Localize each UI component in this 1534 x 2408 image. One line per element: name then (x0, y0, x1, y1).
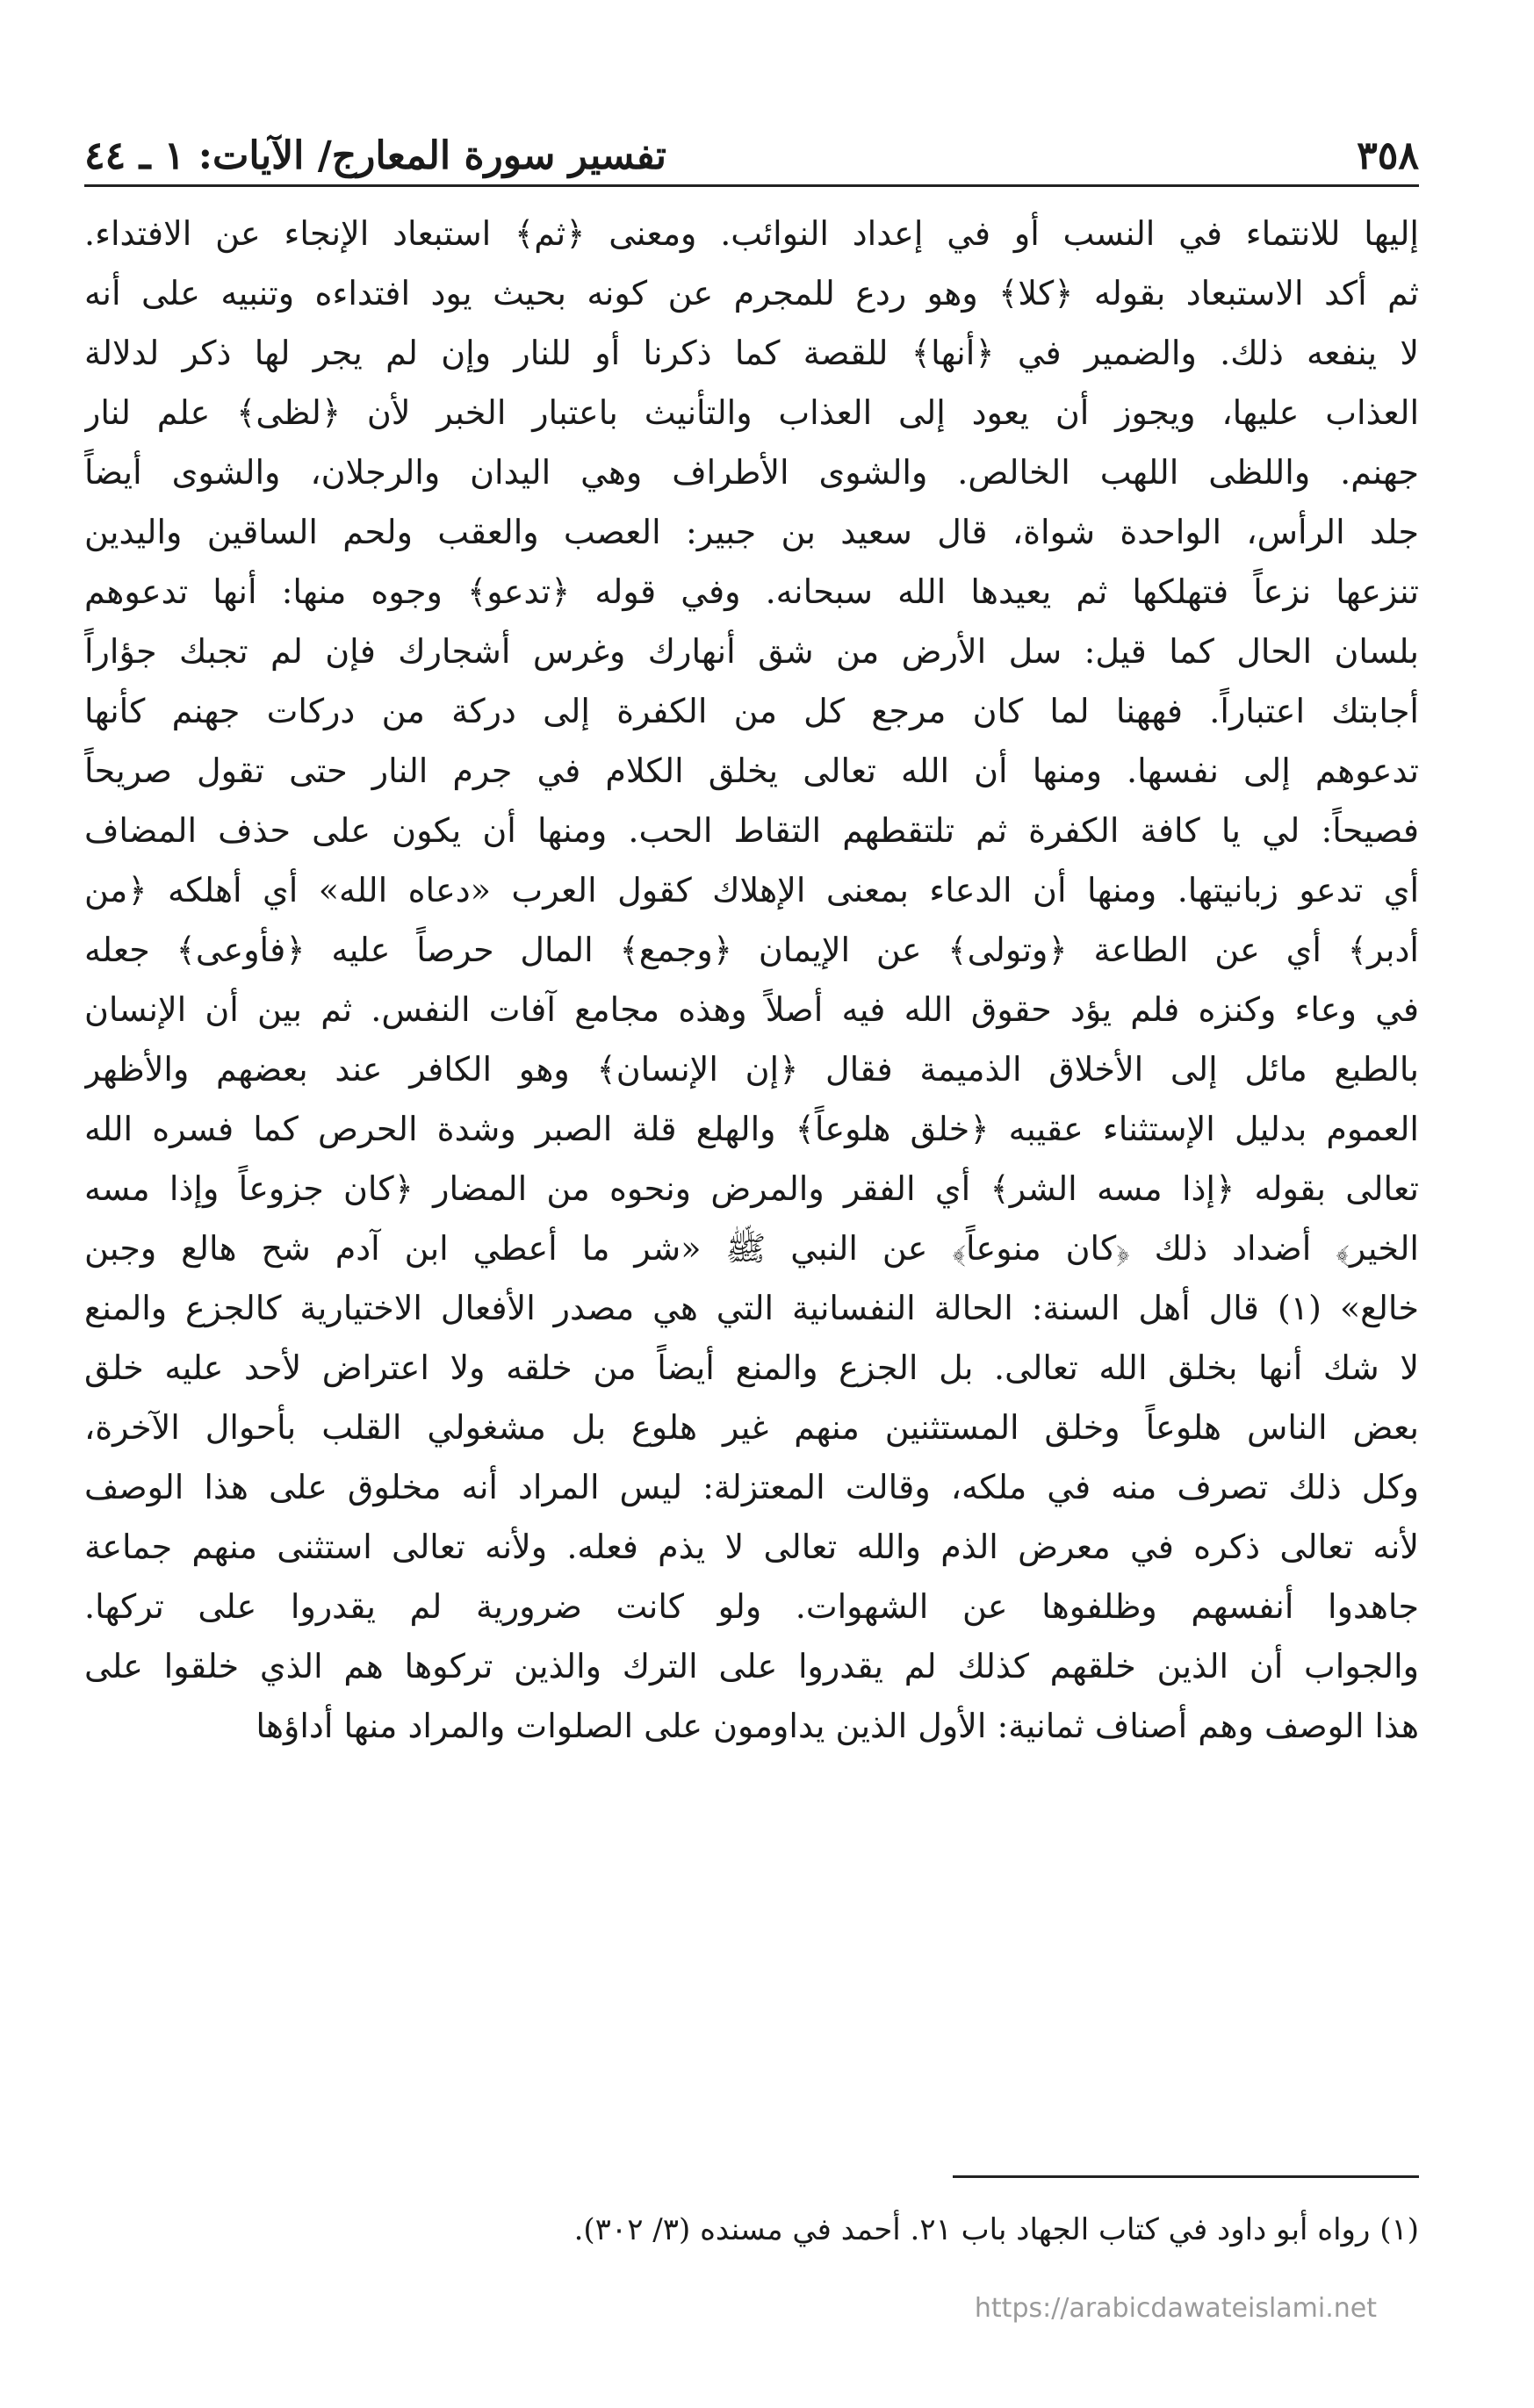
watermark-url: https://arabicdawateislami.net (974, 2293, 1377, 2324)
body-text (84, 204, 1419, 1756)
text-line: أدبر﴾ أي عن الطاعة ﴿وتولى﴾ عن الإيمان ﴿وجمع﴾ المال حرصاً عليه ﴿فأوعى﴾ جعله (84, 931, 1419, 969)
text-line: بالطبع مائل إلى الأخلاق الذميمة فقال ﴿إن الإنسان﴾ وهو الكافر عند بعضهم والأظهر (84, 1050, 1419, 1089)
text-line: والجواب أن الذين خلقهم كذلك لم يقدروا على الترك والذين تركوها هم الذي خلقوا على (84, 1647, 1419, 1686)
text-line: تعالى بقوله ﴿إذا مسه الشر﴾ أي الفقر والمرض ونحوه من المضار ﴿كان جزوعاً وإذا مسه (84, 1169, 1419, 1208)
text-line: تنزعها نزعاً فتهلكها ثم يعيدها الله سبحانه. وفي قوله ﴿تدعو﴾ وجوه منها: أنها تدعوهم (84, 572, 1419, 611)
text-line: بعض الناس هلوعاً وخلق المستثنين منهم غير هلوع بل مشغولي القلب بأحوال الآخرة، (84, 1408, 1419, 1447)
text-line: لا ينفعه ذلك. والضمير في ﴿أنها﴾ للقصة كما ذكرنا أو للنار وإن لم يجر لها ذكر لدلالة (84, 334, 1419, 372)
text-line: تدعوهم إلى نفسها. ومنها أن الله تعالى يخلق الكلام في جرم النار حتى تقول صريحاً (84, 751, 1419, 790)
text-line: لأنه تعالى ذكره في معرض الذم والله تعالى لا يذم فعله. ولأنه تعالى استثنى منهم جماعة (84, 1527, 1419, 1566)
text-line: ثم أكد الاستبعاد بقوله ﴿كلا﴾ وهو ردع للمجرم عن كونه بحيث يود افتداءه وتنبيه على أنه (84, 274, 1419, 313)
text-line: العموم بدليل الإستثناء عقيبه ﴿خلق هلوعاً﴾ والهلع قلة الصبر وشدة الحرص كما فسره الله (84, 1110, 1419, 1148)
footnote: (١) رواه أبو داود في كتاب الجهاد باب ٢١. أحمد في مسنده (٣/ ٣٠٢). (573, 2212, 1419, 2247)
running-title: تفسير سورة المعارج/ الآيات: ١ ـ ٤٤ (84, 133, 666, 178)
text-line: أجابتك اعتباراً. فههنا لما كان مرجع كل من الكفرة إلى دركة من دركات جهنم كأنها (84, 692, 1419, 730)
text-line: فصيحاً: لي يا كافة الكفرة ثم تلتقطهم التقاط الحب. ومنها أن يكون على حذف المضاف (84, 811, 1419, 850)
text-line: إليها للانتماء في النسب أو في إعداد النوائب. ومعنى ﴿ثم﴾ استبعاد الإنجاء عن الافتداء. (84, 214, 1419, 253)
text-line: العذاب عليها، ويجوز أن يعود إلى العذاب والتأنيث باعتبار الخبر لأن ﴿لظى﴾ علم لنار (84, 393, 1419, 432)
page-number: ٣٥٨ (1357, 133, 1419, 178)
text-line: هذا الوصف وهم أصناف ثمانية: الأول الذين يداومون على الصلوات والمراد منها أداؤها (256, 1707, 1419, 1745)
text-line: جهنم. واللظى اللهب الخالص. والشوى الأطراف وهي اليدان والرجلان، والشوى أيضاً (84, 453, 1419, 492)
text-line: وكل ذلك تصرف منه في ملكه، وقالت المعتزلة: ليس المراد أنه مخلوق على هذا الوصف (84, 1468, 1419, 1506)
text-line: جلد الرأس، الواحدة شواة، قال سعيد بن جبير: العصب والعقب ولحم الساقين واليدين (84, 513, 1419, 551)
text-line: في وعاء وكنزه فلم يؤد حقوق الله فيه أصلاً وهذه مجامع آفات النفس. ثم بين أن الإنسان (84, 990, 1419, 1029)
text-line: لا شك أنها بخلق الله تعالى. بل الجزع والمنع أيضاً من خلقه ولا اعتراض لأحد عليه خلق (84, 1348, 1419, 1387)
text-line: بلسان الحال كما قيل: سل الأرض من شق أنهارك وغرس أشجارك فإن لم تجبك جؤاراً (84, 632, 1419, 671)
text-line: أي تدعو زبانيتها. ومنها أن الدعاء بمعنى الإهلاك كقول العرب «دعاه الله» أي أهلكه ﴿من (84, 871, 1419, 909)
running-header (84, 105, 1419, 176)
header-rule (84, 184, 1419, 187)
footnote-rule (953, 2175, 1419, 2178)
text-line: الخير﴾ أضداد ذلك ﴿كان منوعاً﴾ عن النبي ﷺ «شر ما أعطي ابن آدم شح هالع وجبن (84, 1229, 1419, 1268)
text-line: جاهدوا أنفسهم وظلفوها عن الشهوات. ولو كانت ضرورية لم يقدروا على تركها. (84, 1587, 1419, 1626)
text-line: خالع» (١) قال أهل السنة: الحالة النفسانية التي هي مصدر الأفعال الاختيارية كالجزع والمنع (84, 1289, 1419, 1327)
